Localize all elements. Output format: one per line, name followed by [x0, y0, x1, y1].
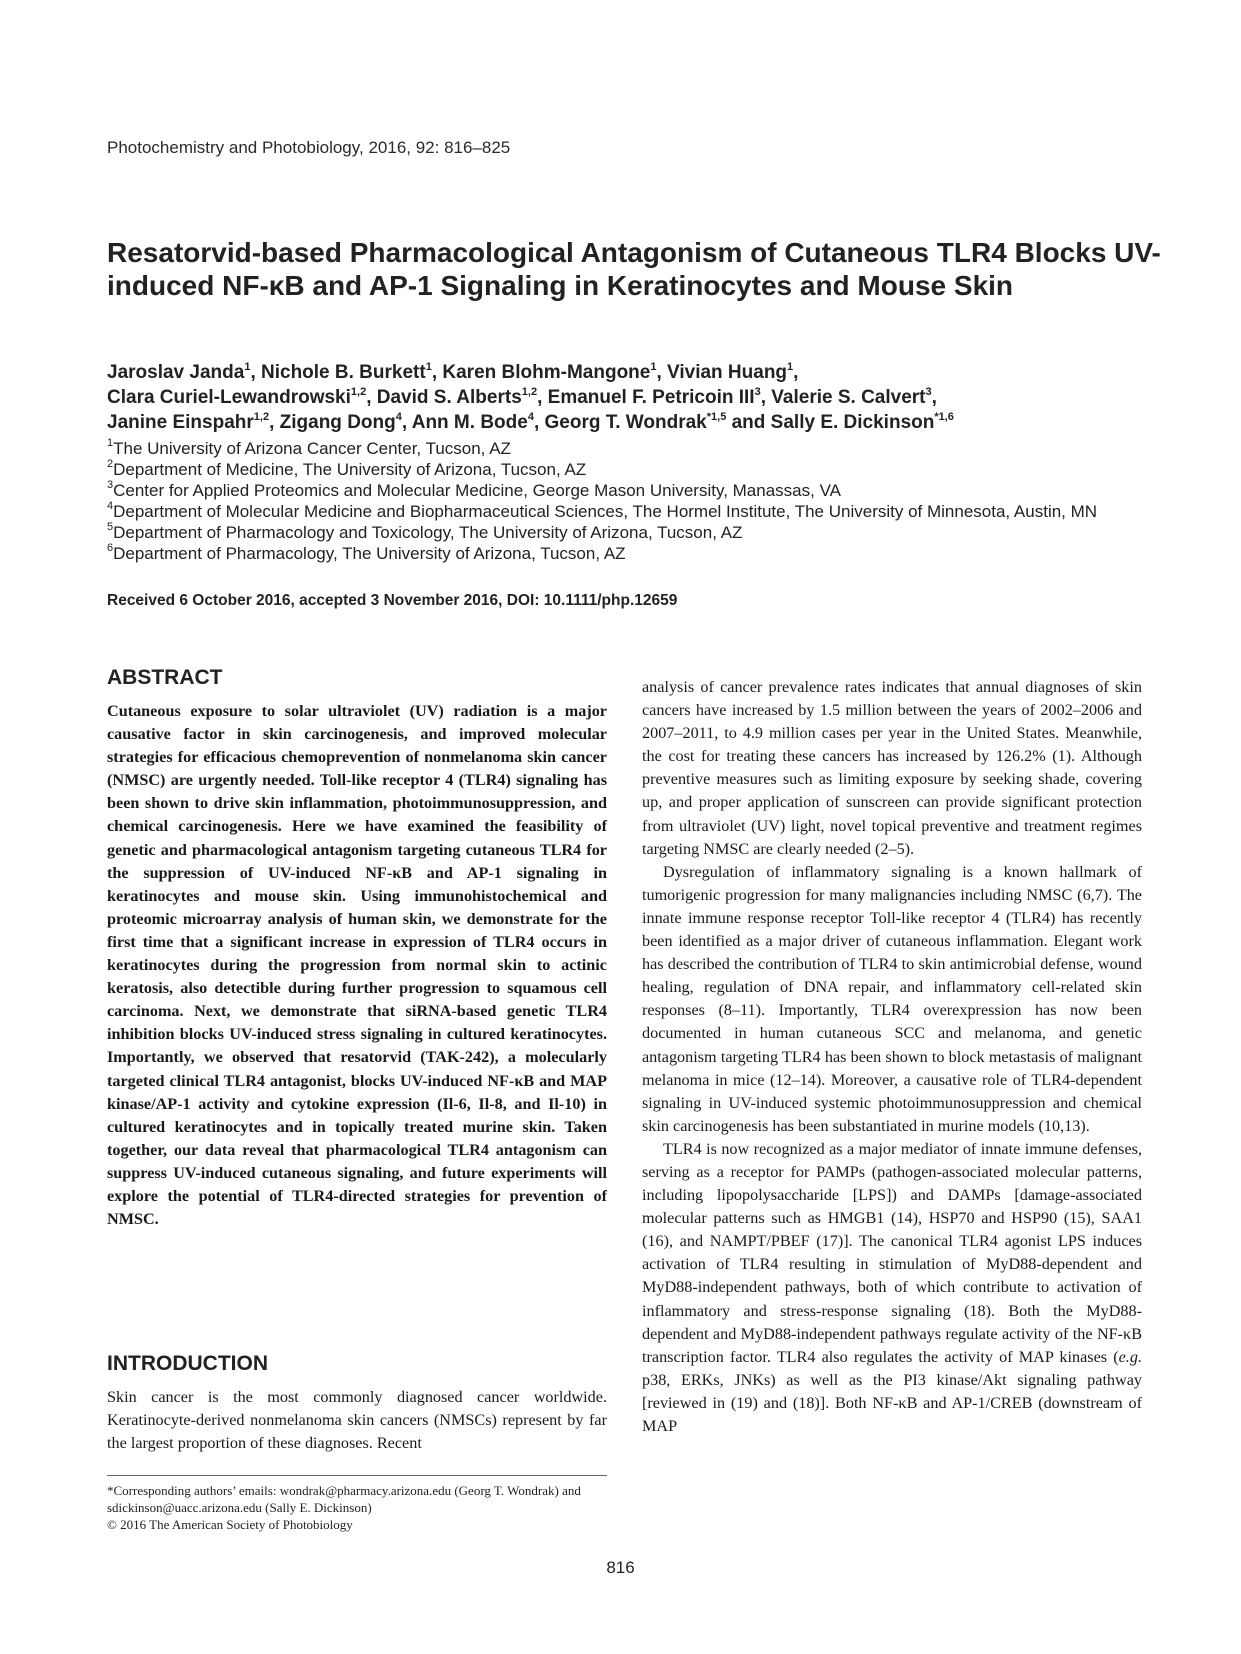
author: Georg T. Wondrak$^{*1,5}$	[544, 410, 727, 433]
journal-citation: Photochemistry and Photobiology, 2016, 92: 816–825	[107, 138, 511, 157]
affiliation: $^4$Department of Molecular Medicine and Biopharmaceutical Sciences, The Hormel Institute, The University of Minnesota, Austin, MN	[107, 500, 1098, 521]
author: Nichole B. Burkett$^1$	[261, 360, 432, 383]
author: Sally E. Dickinson$^{*1,6}$	[770, 410, 954, 433]
author: Zigang Dong$^4$	[279, 410, 402, 433]
author: Valerie S. Calvert$^3$	[771, 385, 932, 408]
footnote-rule	[107, 1475, 607, 1476]
author: Ann M. Bode$^4$	[411, 410, 534, 433]
received-line: Received 6 October 2016, accepted 3 November 2016, DOI: 10.1111/php.12659	[107, 592, 678, 609]
author: Karen Blohm-Mangone$^1$	[442, 360, 657, 383]
copyright-note: © 2016 The American Society of Photobiology	[107, 1517, 353, 1532]
author: Emanuel F. Petricoin III$^3$	[547, 385, 761, 408]
body-paragraph: analysis of cancer prevalence rates indicates that annual diagnoses of skin cancers have increased by 1.5 million between the years of 2002–2006 and 2007–2011, to 4.9 million cases per year in the United States. Meanwhile, the cost for treating these cancers has increased by 126.2% (1). Although preventive measures such as limiting exposure by seeking shade, covering up, and proper application of sunscreen can provide significant protection from ultraviolet (UV) light, novel topical preventive and treatment regimes targeting NMSC are clearly needed (2–5).	[642, 678, 1142, 858]
page-number: 816	[606, 1558, 635, 1577]
author: Jaroslav Janda$^1$	[107, 360, 251, 383]
author: Janine Einspahr$^{1,2}$	[107, 410, 270, 433]
and-word: and	[731, 412, 766, 433]
affiliation-list	[107, 438, 1167, 564]
right-column	[642, 676, 1142, 1438]
corresponding-authors-note: *Corresponding authors’ emails: wondrak@pharmacy.arizona.edu (Georg T. Wondrak) and sdickinson@uacc.arizona.edu (Sally E. Dickinson)	[107, 1483, 581, 1515]
author: Clara Curiel-Lewandrowski$^{1,2}$	[107, 385, 367, 408]
article-title: Resatorvid-based Pharmacological Antagonism of Cutaneous TLR4 Blocks UV-induced NF-κB and AP-1 Signaling in Keratinocytes and Mouse Skin	[107, 237, 1161, 301]
author: David S. Alberts$^{1,2}$	[376, 385, 538, 408]
author-list: Jaroslav Janda$^1$, Nichole B. Burkett$^1$, Karen Blohm-Mangone$^1$, Vivian Huang$^1$, Clara Curiel-Lewandrowski$^{1,2}$, David S. Alberts$^{1,2}$, Emanuel F. Petricoin III$^3$, Valerie S. Calvert$^3$, Janine Einspahr$^{1,2}$, Zigang Dong$^4$, Ann M. Bode$^4$, Georg T. Wondrak$^{*1,5}$ and Sally E. Dickinson$^{*1,6}$	[107, 360, 954, 433]
introduction-body	[107, 1386, 607, 1455]
affiliation: $^1$The University of Arizona Cancer Center, Tucson, AZ	[107, 437, 511, 458]
author: Vivian Huang$^1$	[667, 360, 794, 383]
abstract-heading: ABSTRACT	[107, 666, 223, 689]
introduction-heading: INTRODUCTION	[107, 1352, 268, 1375]
body-paragraph: Dysregulation of inflammatory signaling is a known hallmark of tumorigenic progression for many malignancies including NMSC (6,7). The innate immune response receptor Toll-like receptor 4 (TLR4) has recently been identified as a major driver of cutaneous inflammation. Elegant work has described the contribution of TLR4 to skin antimicrobial defense, wound healing, regulation of DNA repair, and inflammatory cell-related skin responses (8–11). Importantly, TLR4 overexpression has now been documented in human cutaneous SCC and melanoma, and genetic antagonism targeting TLR4 has been shown to block metastasis of malignant melanoma in mice (12–14). Moreover, a causative role of TLR4-dependent signaling in UV-induced systemic photoimmunosuppression and chemical skin carcinogenesis has been substantiated in murine models (10,13).	[642, 862, 1142, 1135]
intro-paragraph: Skin cancer is the most commonly diagnosed cancer worldwide. Keratinocyte-derived nonmelanoma skin cancers (NMSCs) represent by far the largest proportion of these diagnoses. Recent	[107, 1388, 607, 1452]
affiliation: $^6$Department of Pharmacology, The University of Arizona, Tucson, AZ	[107, 542, 626, 563]
abstract-body	[107, 700, 607, 1231]
abstract-text: Cutaneous exposure to solar ultraviolet (UV) radiation is a major causative factor in skin carcinogenesis, and improved molecular strategies for efficacious chemoprevention of nonmelanoma skin cancer (NMSC) are urgently needed. Toll-like receptor 4 (TLR4) signaling has been shown to drive skin inflammation, photoimmunosuppression, and chemical carcinogenesis. Here we have examined the feasibility of genetic and pharmacological antagonism targeting cutaneous TLR4 for the suppression of UV-induced NF-κB and AP-1 signaling in keratinocytes and mouse skin. Using immunohistochemical and proteomic microarray analysis of human skin, we demonstrate for the first time that a significant increase in expression of TLR4 occurs in keratinocytes during the progression from normal skin to actinic keratosis, also detectible during further progression to squamous cell carcinoma. Next, we demonstrate that siRNA-based genetic TLR4 inhibition blocks UV-induced stress signaling in cultured keratinocytes. Importantly, we observed that resatorvid (TAK-242), a molecularly targeted clinical TLR4 antagonist, blocks UV-induced NF-κB and MAP kinase/AP-1 activity and cytokine expression (Il-6, Il-8, and Il-10) in cultured keratinocytes and in topically treated murine skin. Taken together, our data reveal that pharmacological TLR4 antagonism can suppress UV-induced cutaneous signaling, and future experiments will explore the potential of TLR4-directed strategies for prevention of NMSC.	[107, 702, 607, 1229]
footnotes	[107, 1482, 607, 1533]
affiliation: $^2$Department of Medicine, The University of Arizona, Tucson, AZ	[107, 458, 587, 479]
affiliation: $^3$Center for Applied Proteomics and Molecular Medicine, George Mason University, Manassas, VA	[107, 479, 841, 500]
affiliation: $^5$Department of Pharmacology and Toxicology, The University of Arizona, Tucson, AZ	[107, 521, 743, 542]
body-paragraph: TLR4 is now recognized as a major mediator of innate immune defenses, serving as a receptor for PAMPs (pathogen-associated molecular patterns, including lipopolysaccharide [LPS]) and DAMPs [damage-associated molecular patterns such as HMGB1 (14), HSP70 and HSP90 (15), SAA1 (16), and NAMPT/PBEF (17)]. The canonical TLR4 agonist LPS induces activation of TLR4 resulting in stimulation of MyD88-dependent and MyD88-independent pathways, both of which contribute to activation of inflammatory and stress-response signaling (18). Both the MyD88-dependent and MyD88-independent pathways regulate activity of the NF-κB transcription factor. TLR4 also regulates the activity of MAP kinases (e.g. p38, ERKs, JNKs) as well as the PI3 kinase/Akt signaling pathway [reviewed in (19) and (18)]. Both NF-κB and AP-1/CREB (downstream of MAP	[642, 1139, 1142, 1435]
